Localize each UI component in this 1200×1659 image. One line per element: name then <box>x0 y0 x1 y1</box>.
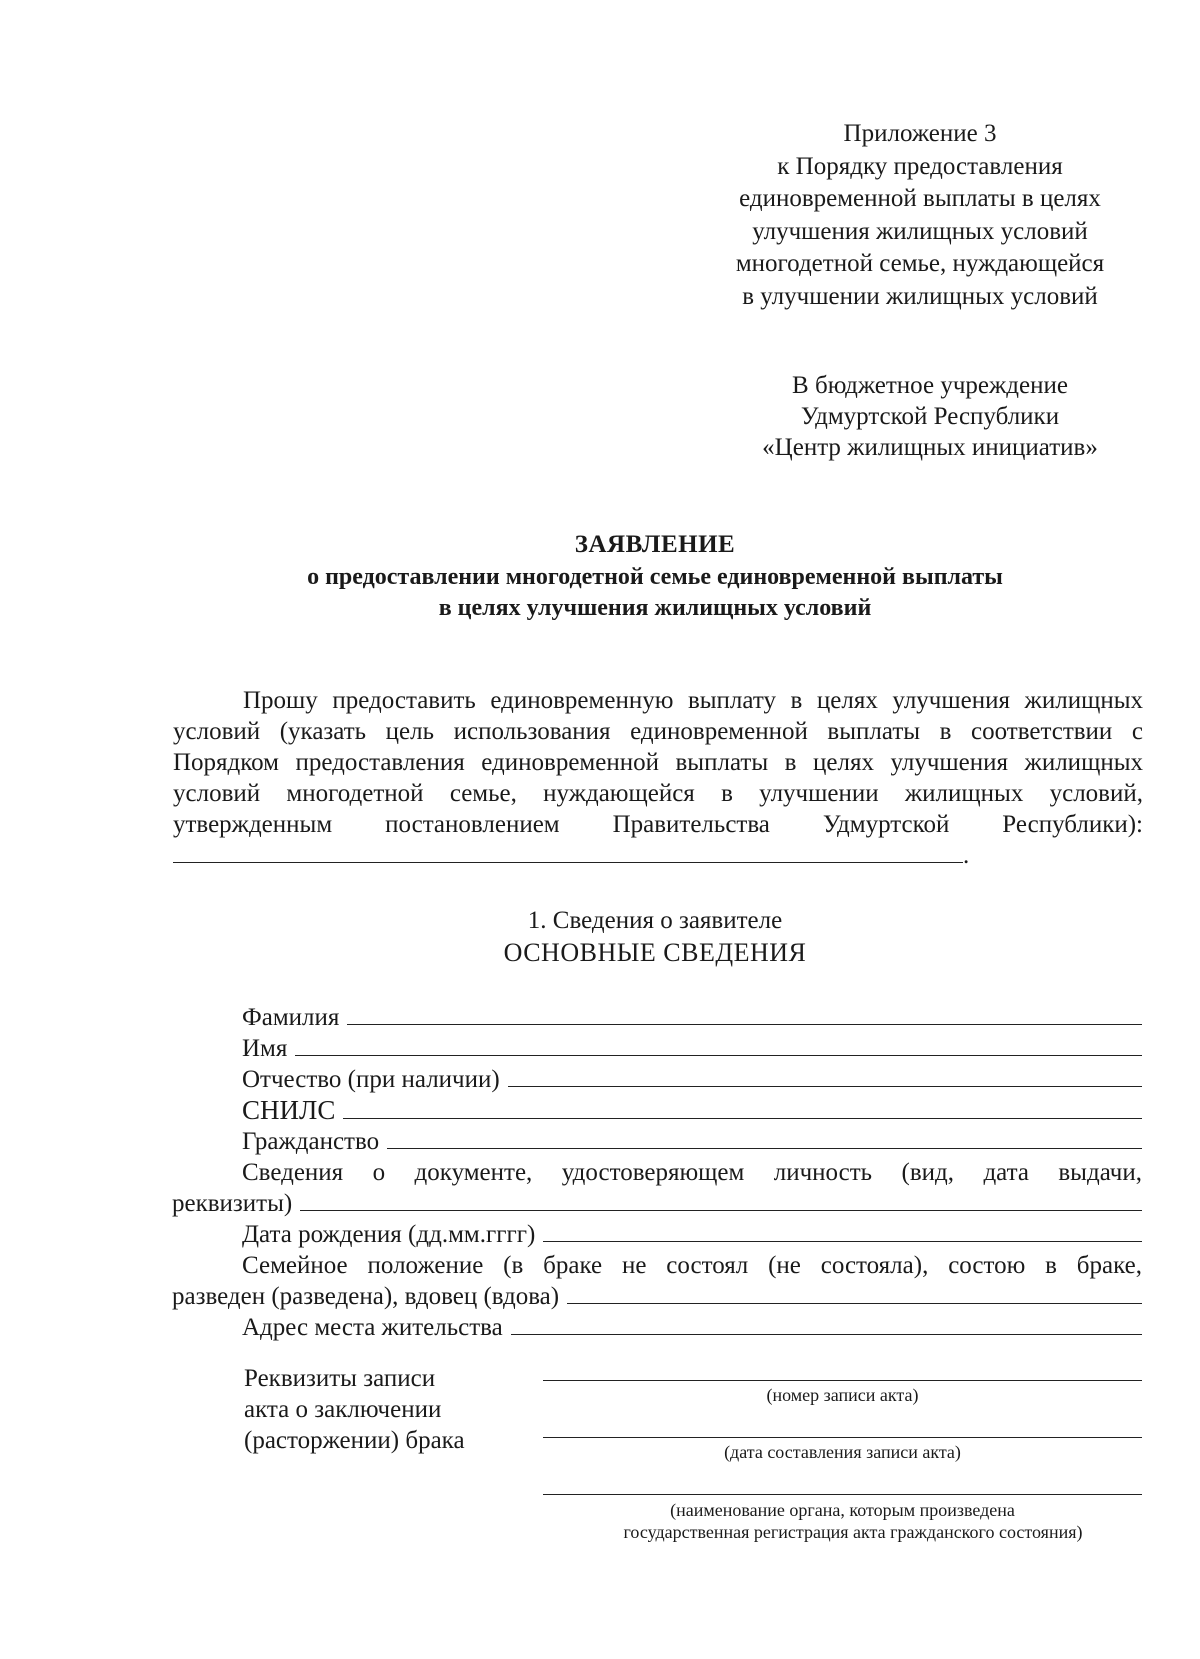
section-heading <box>0 905 1200 969</box>
citizenship-field[interactable] <box>387 1126 1142 1149</box>
appendix-line: в улучшении жилищных условий <box>742 282 1098 310</box>
record-number-field[interactable] <box>543 1380 1142 1381</box>
address-field[interactable] <box>511 1312 1142 1335</box>
id-document-label: Сведения о документе, удостоверяющем личность (вид, дата выдачи, <box>242 1159 1142 1186</box>
appendix-block <box>700 118 1140 313</box>
registration-authority-field[interactable] <box>543 1494 1142 1495</box>
field-row-citizenship <box>172 1126 1142 1157</box>
record-date-field[interactable] <box>543 1437 1142 1438</box>
applicant-form <box>172 1002 1142 1343</box>
field-label: Имя <box>242 1035 288 1062</box>
record-number-caption: (номер записи акта) <box>766 1385 919 1405</box>
request-text: Прошу предоставить единовременную выплату в целях улучшения жилищных условий (указать цель использования единовременной выплаты в соответствии с Порядком предоставления единовременной выплаты в целях улучшения жилищных условий многодетной семье, нуждающейся в улучшении жилищных условий, утвержденным постановлением Правительства Удмуртской Республики): <box>173 687 1143 838</box>
title-subtitle-line: в целях улучшения жилищных условий <box>438 595 872 621</box>
surname-field[interactable] <box>347 1002 1142 1025</box>
field-row-snils <box>172 1095 1142 1126</box>
marriage-label-line: акта о заключении <box>244 1396 442 1423</box>
registration-authority-caption: (наименование органа, которым произведена <box>670 1500 1015 1520</box>
appendix-line: улучшения жилищных условий <box>752 217 1088 245</box>
field-label: Гражданство <box>242 1128 380 1155</box>
appendix-line: единовременной выплаты в целях <box>739 185 1101 212</box>
request-end: . <box>963 842 970 869</box>
title-subtitle-line: о предоставлении многодетной семье единовременной выплаты <box>307 564 1003 590</box>
marital-status-field[interactable] <box>567 1281 1142 1304</box>
field-row-patronymic <box>172 1064 1142 1095</box>
marriage-label-line: (расторжении) брака <box>244 1427 465 1454</box>
snils-field[interactable] <box>343 1096 1142 1119</box>
marriage-label-line: Реквизиты записи <box>244 1365 436 1392</box>
registration-authority-caption: государственная регистрация акта гражданского состояния) <box>623 1522 1083 1542</box>
field-label: Отчество (при наличии) <box>242 1066 500 1093</box>
field-row-id-document <box>172 1188 1142 1219</box>
name-field[interactable] <box>295 1033 1142 1056</box>
addressee-line: В бюджетное учреждение <box>792 372 1068 399</box>
field-row-name <box>172 1033 1142 1064</box>
field-label: Адрес места жительства <box>242 1314 503 1341</box>
id-document-field[interactable] <box>300 1188 1142 1211</box>
addressee-line: «Центр жилищных инициатив» <box>762 434 1098 461</box>
appendix-line: к Порядку предоставления <box>777 152 1063 180</box>
section-title: ОСНОВНЫЕ СВЕДЕНИЯ <box>503 938 807 967</box>
addressee-block <box>730 370 1130 463</box>
patronymic-field[interactable] <box>508 1064 1142 1087</box>
field-label: СНИЛС <box>242 1095 336 1125</box>
document-title <box>0 528 1200 624</box>
field-row-surname <box>172 1002 1142 1033</box>
section-number: 1. Сведения о заявителе <box>527 907 783 934</box>
field-label: Дата рождения (дд.мм.гггг) <box>242 1221 536 1248</box>
record-date-caption: (дата составления записи акта) <box>724 1442 961 1462</box>
field-row-birth-date <box>172 1219 1142 1250</box>
field-label: реквизиты) <box>172 1190 293 1217</box>
field-label: Фамилия <box>242 1004 340 1031</box>
field-row-address <box>172 1312 1142 1343</box>
appendix-line: Приложение 3 <box>843 120 997 147</box>
field-label: разведен (разведена), вдовец (вдова) <box>172 1283 560 1310</box>
addressee-line: Удмуртской Республики <box>800 403 1060 430</box>
marriage-record-label <box>244 1363 465 1456</box>
title-main: ЗАЯВЛЕНИЕ <box>574 531 736 558</box>
field-row-marital-status <box>172 1281 1142 1312</box>
appendix-line: многодетной семье, нуждающейся <box>735 250 1105 277</box>
marital-status-label: Семейное положение (в браке не состоял (не состояла), состою в браке, <box>242 1252 1142 1279</box>
request-paragraph <box>173 685 1143 871</box>
birth-date-field[interactable] <box>543 1219 1142 1242</box>
purpose-fill-line[interactable] <box>173 842 963 863</box>
